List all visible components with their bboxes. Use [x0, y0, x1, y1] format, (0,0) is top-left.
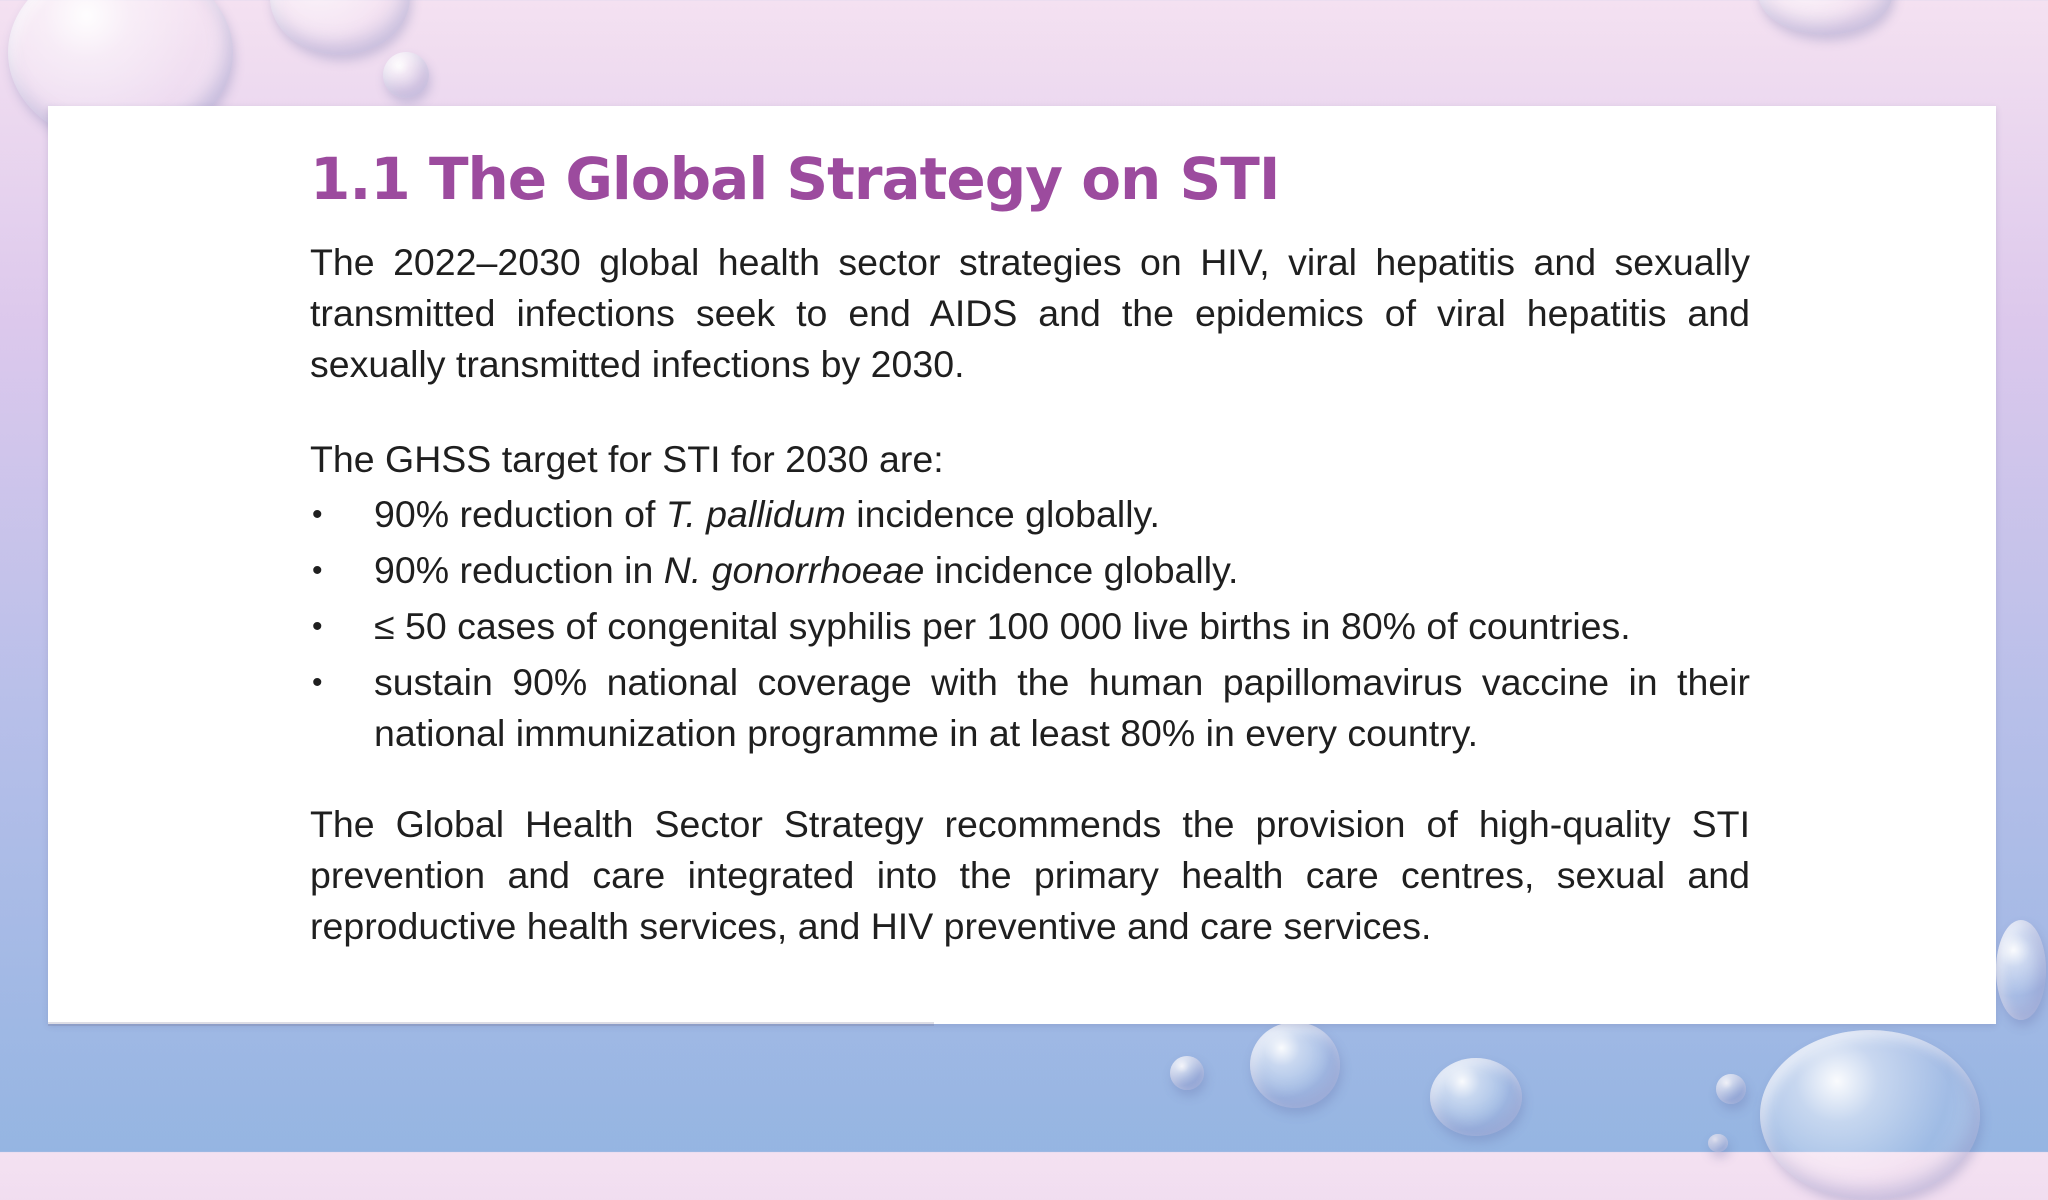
targets-list — [310, 489, 1750, 759]
water-droplet-decoration — [1708, 1134, 1728, 1152]
water-droplet-decoration — [1430, 1058, 1522, 1136]
target-organism: T. pallidum — [665, 493, 846, 535]
water-droplet-decoration — [1758, 0, 1893, 35]
bullet-icon: • — [312, 498, 323, 531]
bullet-icon: • — [312, 666, 323, 699]
target-text: sustain 90% national coverage with the human papillomavirus vaccine in their national immunization programme in at least 80% in every country. — [374, 661, 1750, 754]
list-item — [310, 545, 1750, 596]
list-item — [310, 657, 1750, 759]
slide-title: 1.1 The Global Strategy on STI — [310, 145, 1280, 213]
water-droplet-decoration — [1250, 1022, 1340, 1108]
water-droplet-decoration — [1760, 1030, 1980, 1200]
target-text: ≤ 50 cases of congenital syphilis per 100 000 live births in 80% of countries. — [374, 605, 1631, 647]
conclusion-paragraph: The Global Health Sector Strategy recommends the provision of high-quality STI prevention and care integrated into the primary health care centres, sexual and reproductive health services, and HIV preventive and care services. — [310, 803, 1750, 947]
list-item — [310, 489, 1750, 540]
water-droplet-decoration — [383, 52, 429, 98]
card-bottom-shadow — [48, 1022, 934, 1026]
water-droplet-decoration — [1716, 1074, 1746, 1104]
list-item — [310, 601, 1750, 652]
target-organism: N. gonorrhoeae — [663, 549, 925, 591]
target-text: incidence globally. — [845, 493, 1160, 535]
intro-paragraph: The 2022–2030 global health sector strategies on HIV, viral hepatitis and sexually transmitted infections seek to end AIDS and the epidemics of viral hepatitis and sexually transmitted infections by 2030. — [310, 241, 1750, 385]
target-text: 90% reduction of — [374, 493, 666, 535]
water-droplet-decoration — [270, 0, 410, 55]
target-text: 90% reduction in — [374, 549, 664, 591]
bullet-icon: • — [312, 610, 323, 643]
water-droplet-decoration — [1170, 1056, 1204, 1090]
bullet-icon: • — [312, 554, 323, 587]
targets-heading: The GHSS target for STI for 2030 are: — [310, 438, 944, 480]
target-text: incidence globally. — [924, 549, 1239, 591]
slide-content — [310, 145, 1750, 952]
water-droplet-decoration — [1996, 920, 2046, 1020]
